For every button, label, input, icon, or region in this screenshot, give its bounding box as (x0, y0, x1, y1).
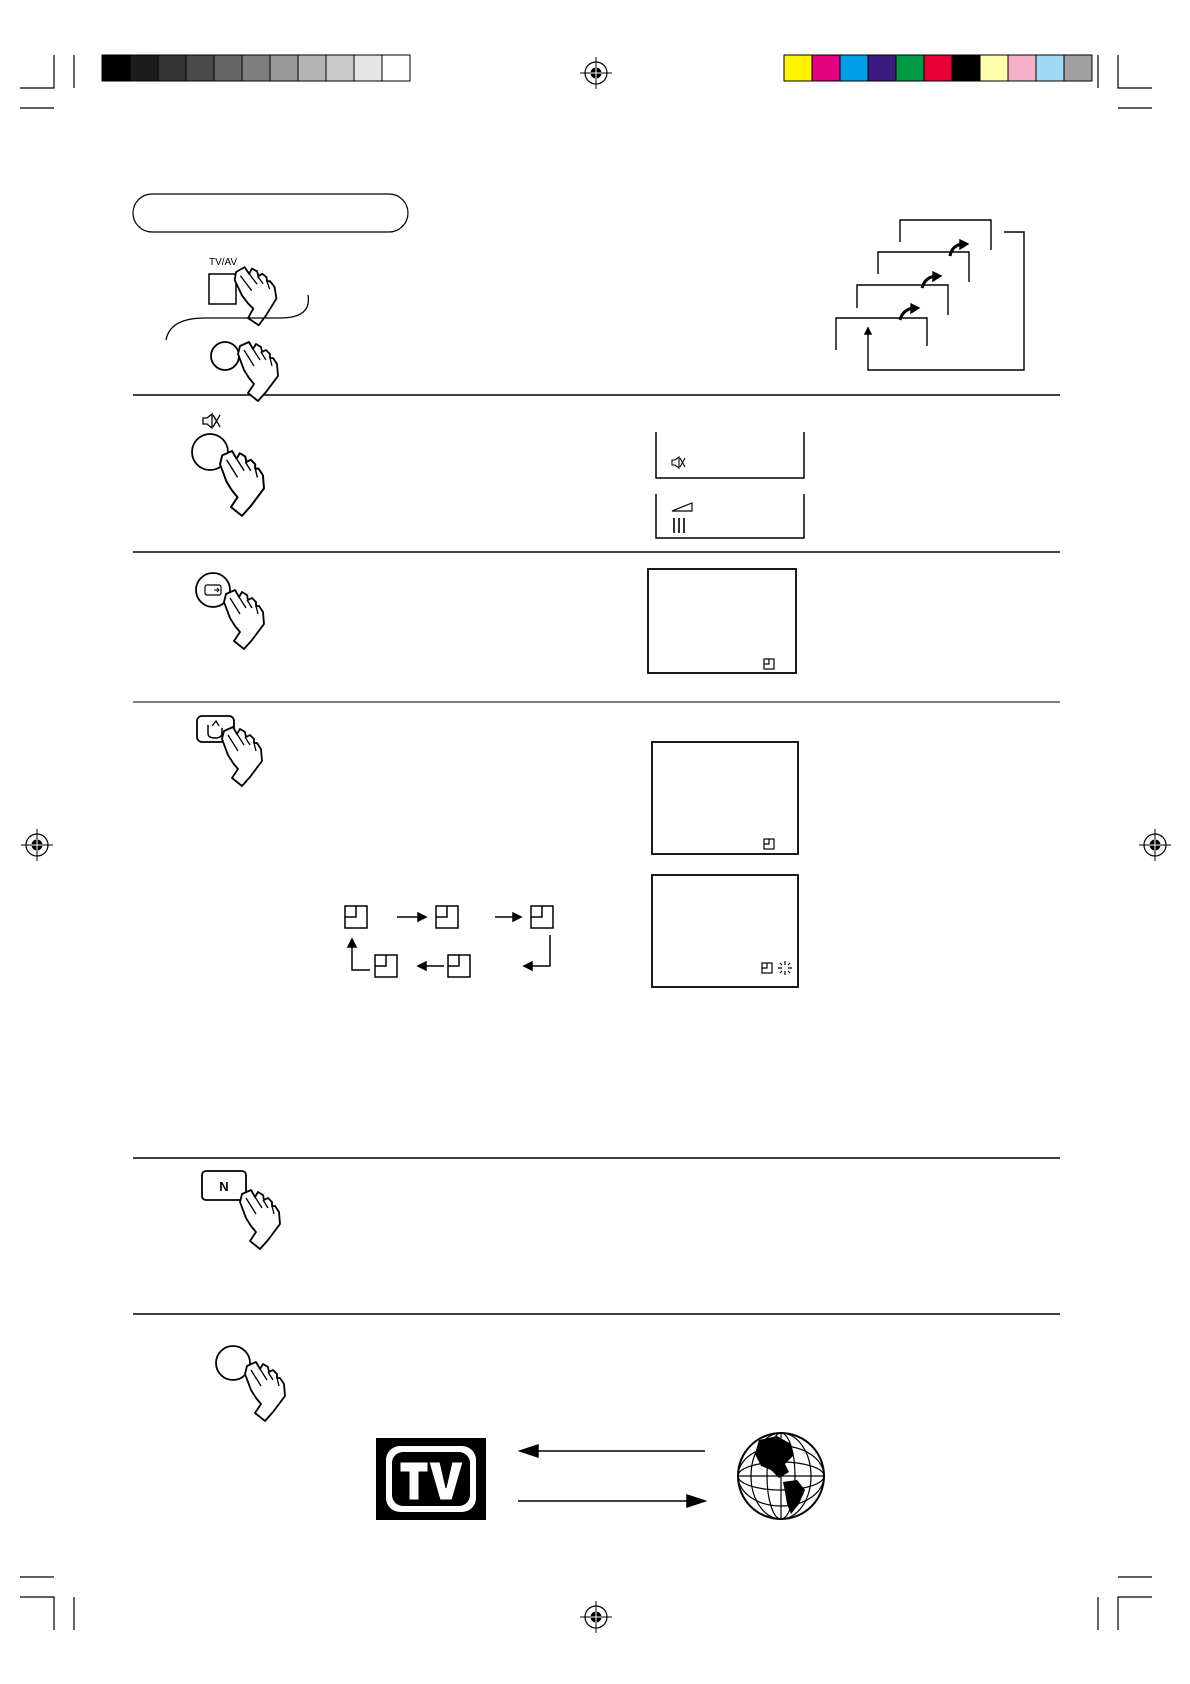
input-cycle-diagram (836, 220, 1024, 370)
mute-speaker-icon (672, 457, 685, 468)
volume-wedge-icon (672, 503, 692, 511)
globe-icon (738, 1433, 824, 1519)
color-swatch (1064, 55, 1092, 81)
color-swatch (354, 55, 382, 81)
crosshair-target-icon (21, 829, 53, 861)
pressing-hand-icon (222, 727, 262, 786)
color-swatch (812, 55, 840, 81)
color-swatch (326, 55, 354, 81)
color-swatch (382, 55, 410, 81)
toggle-arrows (518, 1445, 705, 1507)
color-swatch (102, 55, 130, 81)
crosshair-target-icon (580, 57, 612, 89)
pressing-hand-icon (220, 451, 264, 516)
subpage-corner-icon (375, 955, 397, 977)
separator-curve (166, 295, 308, 340)
subpage-corner-icon (436, 906, 458, 928)
color-swatch (868, 55, 896, 81)
teletext-screen (648, 569, 796, 673)
pressing-hand-icon (240, 1190, 280, 1249)
crosshair-target-icon (1139, 829, 1171, 861)
mute-osd-display (656, 432, 804, 478)
teletext-n-key-label: N (219, 1179, 229, 1194)
color-swatch (1008, 55, 1036, 81)
color-swatch (784, 55, 812, 81)
pressing-hand-icon (238, 342, 278, 401)
teletext-screen (652, 875, 798, 987)
section-title-pill (133, 194, 408, 232)
tvav-key-label: TV/AV (209, 257, 238, 268)
color-swatch (130, 55, 158, 81)
tv-logo-icon (376, 1438, 486, 1520)
color-swatch (952, 55, 980, 81)
subpage-corner-icon (448, 955, 470, 977)
crop-marks (20, 55, 1152, 1630)
color-swatch (186, 55, 214, 81)
color-swatch (158, 55, 186, 81)
color-swatch (924, 55, 952, 81)
mute-speaker-icon (203, 414, 220, 428)
color-swatch (298, 55, 326, 81)
subpage-corner-icon (345, 906, 367, 928)
crosshair-target-icon (580, 1601, 612, 1633)
pressing-hand-icon (224, 590, 264, 649)
subpage-sequence-diagram (345, 906, 553, 977)
teletext-n-key[interactable] (202, 1171, 246, 1200)
volume-osd-display (656, 494, 804, 538)
color-swatch (242, 55, 270, 81)
round-button[interactable] (211, 342, 239, 370)
color-swatch (270, 55, 298, 81)
color-swatch (840, 55, 868, 81)
subpage-corner-icon (531, 906, 553, 928)
color-swatch (1036, 55, 1064, 81)
volume-bars (674, 518, 684, 533)
color-swatch (896, 55, 924, 81)
teletext-screen (652, 742, 798, 854)
tvav-key[interactable] (209, 257, 237, 304)
color-swatch (214, 55, 242, 81)
color-swatch (980, 55, 1008, 81)
section-dividers (133, 395, 1060, 1314)
color-calibration-bar (784, 55, 1092, 81)
grayscale-calibration-bar (102, 55, 410, 81)
pressing-hand-icon (245, 1362, 285, 1421)
